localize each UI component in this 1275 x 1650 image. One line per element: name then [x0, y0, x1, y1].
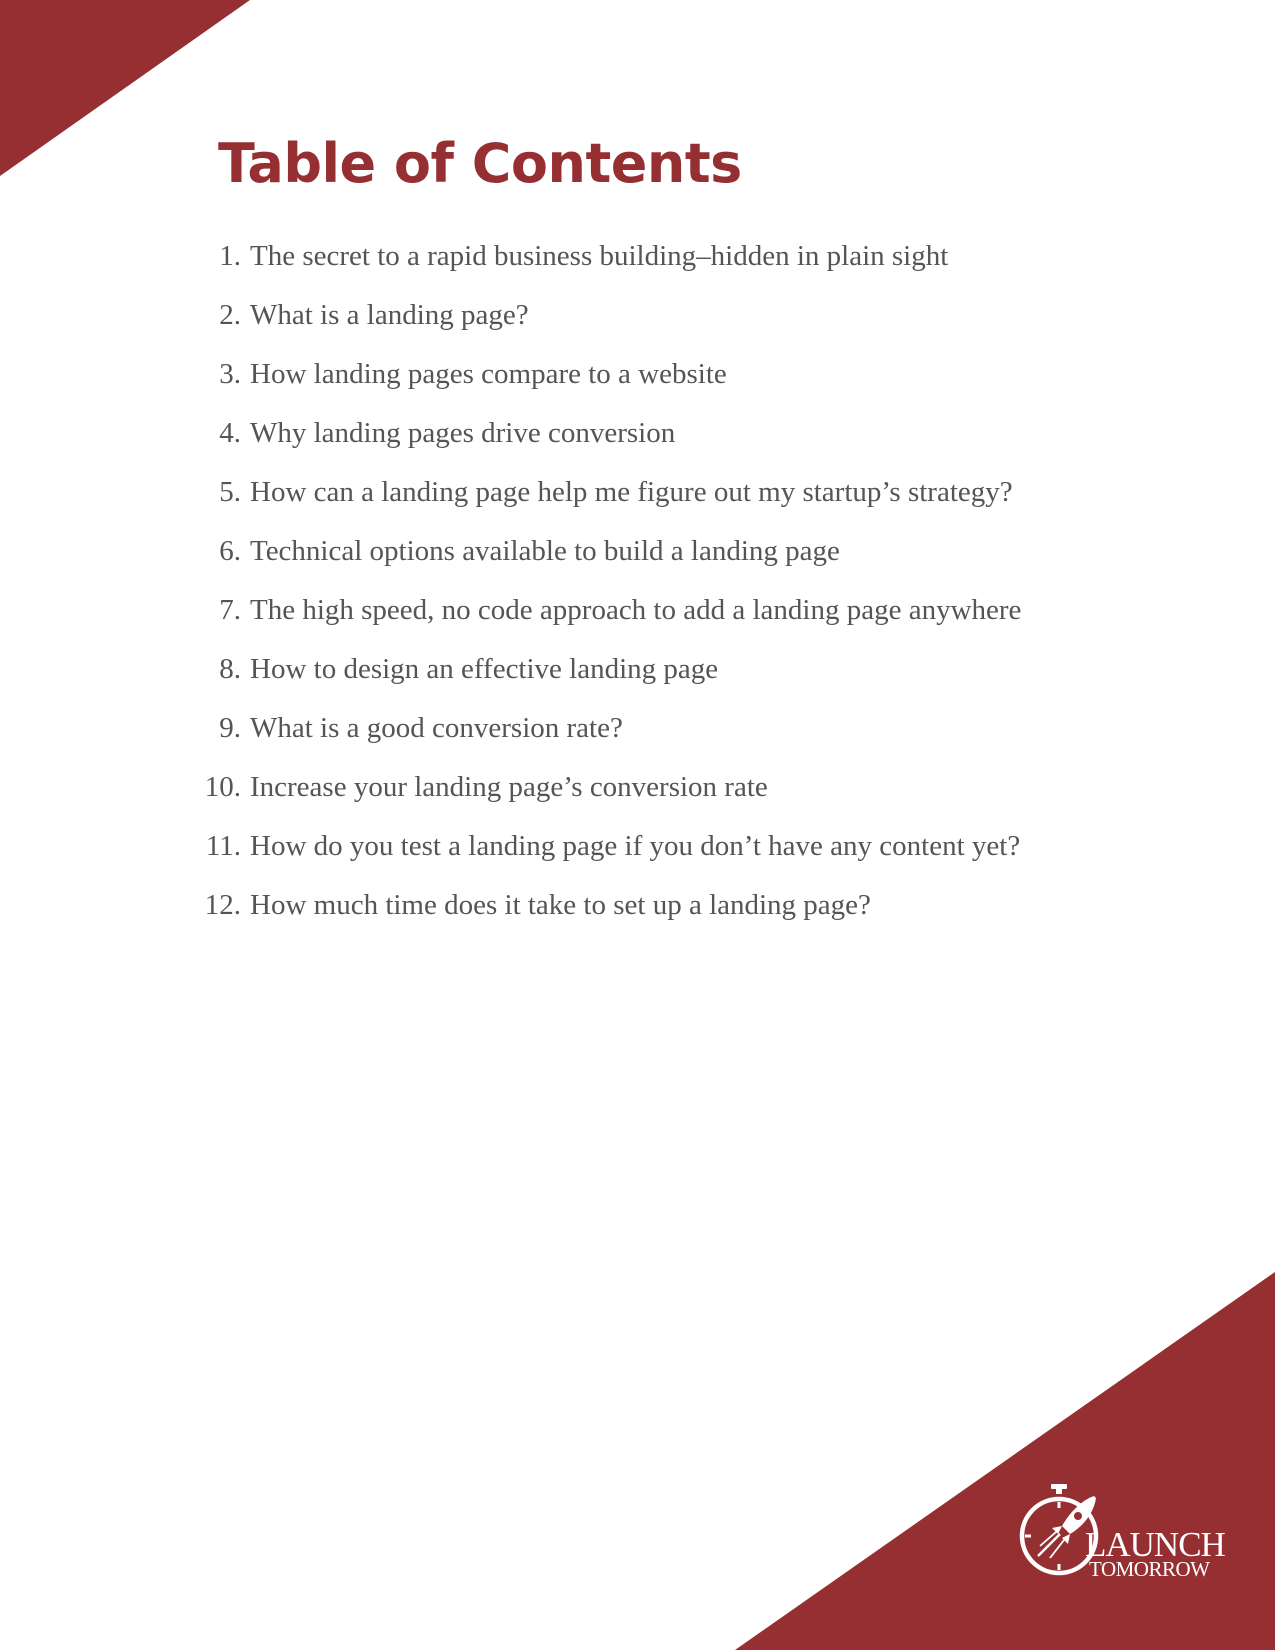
- toc-item-number: 8.: [219, 653, 241, 685]
- toc-item: [204, 765, 1040, 809]
- toc-item-number: 4.: [219, 417, 241, 449]
- toc-item-number: 7.: [219, 594, 241, 626]
- toc-item-number: 11.: [205, 830, 241, 862]
- toc-item-text: How much time does it take to set up a landing page?: [250, 889, 871, 921]
- toc-item: [219, 647, 1040, 691]
- toc-item: [219, 588, 1040, 632]
- corner-decoration-top-left: [0, 0, 250, 176]
- toc-item: [204, 883, 1040, 927]
- toc-item-text: How can a landing page help me figure out my startup’s strategy?: [250, 476, 1013, 508]
- toc-item: [219, 529, 1040, 573]
- toc-item-text: How landing pages compare to a website: [250, 358, 727, 390]
- toc-item-text: What is a good conversion rate?: [250, 712, 623, 744]
- toc-item: [219, 470, 1040, 514]
- toc-item: [219, 234, 1040, 278]
- logo-text-launch: LAUNCH: [1085, 1525, 1225, 1564]
- toc-item-number: 5.: [219, 476, 241, 508]
- toc-item-text: How do you test a landing page if you don’t have any content yet?: [250, 830, 1021, 862]
- toc-item-number: 10.: [204, 771, 241, 803]
- page-title: Table of Contents: [218, 132, 742, 195]
- logo-text-tomorrow: TOMORROW: [1089, 1557, 1210, 1581]
- toc-item: [205, 824, 1040, 868]
- toc-item-text: Increase your landing page’s conversion rate: [250, 771, 768, 803]
- toc-item: [219, 411, 1040, 455]
- toc-item-text: Why landing pages drive conversion: [250, 417, 676, 449]
- toc-item-number: 9.: [219, 712, 241, 744]
- toc-item-text: Technical options available to build a landing page: [250, 535, 840, 567]
- toc-item-text: The high speed, no code approach to add a landing page anywhere: [250, 594, 1022, 626]
- toc-item: [219, 706, 1040, 750]
- toc-item: [219, 293, 1040, 337]
- launch-tomorrow-logo: [1012, 1482, 1240, 1581]
- toc-item-number: 3.: [219, 358, 241, 390]
- toc-item-number: 1.: [219, 240, 241, 272]
- toc-item-text: What is a landing page?: [250, 299, 529, 331]
- toc-item-number: 6.: [219, 535, 241, 567]
- corner-decoration-bottom-right: [735, 1272, 1275, 1650]
- toc-item-number: 12.: [204, 889, 241, 921]
- toc-item-text: How to design an effective landing page: [250, 653, 719, 685]
- table-of-contents-list: [204, 234, 1040, 942]
- toc-item: [219, 352, 1040, 396]
- toc-item-text: The secret to a rapid business building–hidden in plain sight: [250, 240, 949, 272]
- toc-item-number: 2.: [219, 299, 241, 331]
